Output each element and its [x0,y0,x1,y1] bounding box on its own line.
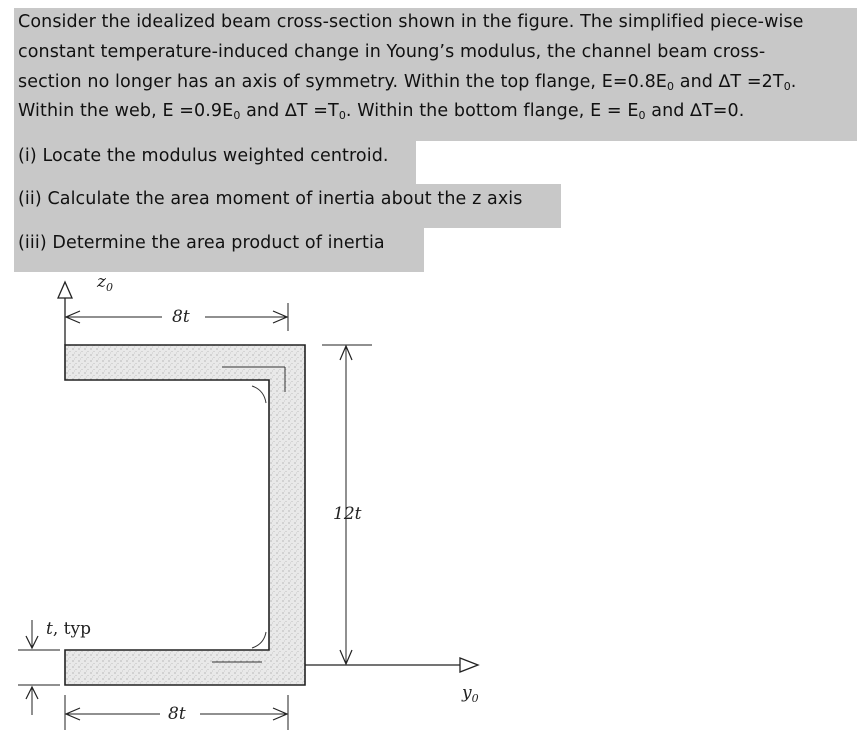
subscript: 0 [338,109,346,122]
subscript: 0 [783,80,791,93]
problem-line-3-a: section no longer has an axis of symmetry. Within the top flange, E=0.8E [18,72,667,92]
z-axis-arrow-icon [58,282,72,298]
subscript: 0 [666,80,675,93]
z-axis-label: $z_0$ [97,272,113,294]
fillet-mark [252,386,266,403]
problem-line-4-b: and ∆T =T [240,101,339,121]
thickness-label: t, typ [46,619,91,639]
subscript: 0 [638,109,646,122]
problem-line-1: Consider the idealized beam cross-section shown in the figure. The simplified piece-wise [18,12,804,32]
bottom-width-label: 8t [168,704,186,724]
subscript: 0 [233,109,241,122]
problem-line-3-c: . [790,72,797,92]
fillet-mark [252,632,266,648]
question-2: (ii) Calculate the area moment of inertia about the z axis [18,189,523,209]
question-3: (iii) Determine the area product of inertia [18,233,385,253]
height-label: 12t [333,504,362,524]
y-axis-label: $y_0$ [462,683,479,705]
top-width-label: 8t [172,307,190,327]
y-axis-arrow-icon [460,658,478,672]
channel-section [65,345,305,685]
problem-line-4-d: and ∆T=0. [645,101,745,121]
problem-line-4-a: Within the web, E =0.9E [18,101,234,121]
problem-line-4-c: . Within the bottom flange, E = E [345,101,639,121]
problem-line-2: constant temperature-induced change in Young’s modulus, the channel beam cross- [18,42,766,62]
question-1: (i) Locate the modulus weighted centroid. [18,146,389,166]
problem-line-3-b: and ∆T =2T [674,72,784,92]
